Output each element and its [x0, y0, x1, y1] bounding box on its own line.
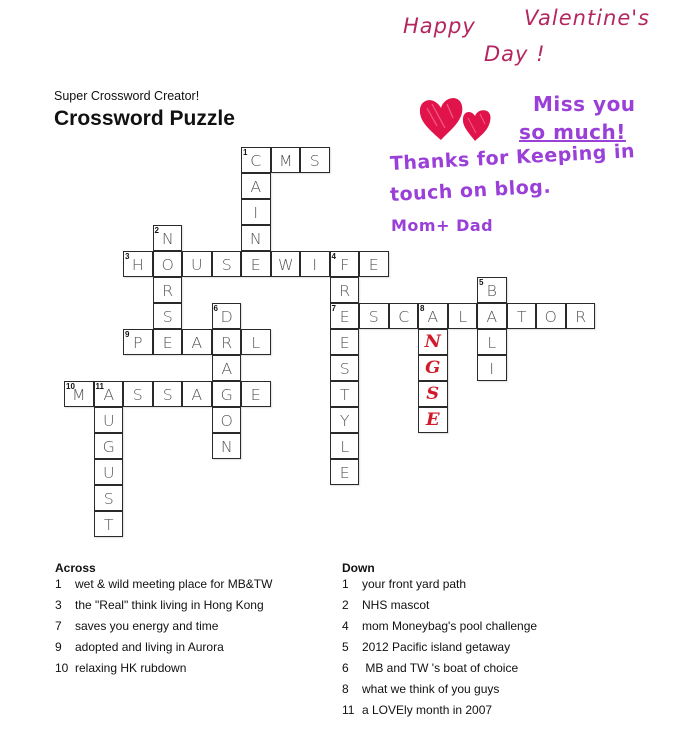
clue-item-text: 2012 Pacific island getaway: [362, 640, 511, 654]
clue-number: 1: [243, 148, 248, 157]
grid-cell[interactable]: [182, 329, 212, 355]
cell-letter: N: [249, 230, 262, 248]
cell-letter: G: [102, 438, 115, 456]
cell-letter-correction: E: [425, 410, 440, 430]
clue-item-text: your front yard path: [362, 577, 467, 591]
grid-cell[interactable]: [153, 225, 183, 251]
grid-cell[interactable]: [212, 407, 242, 433]
grid-cell[interactable]: [477, 277, 507, 303]
clue-item-text: the "Real" think living in Hong Kong: [75, 598, 264, 612]
clue-item: [342, 598, 429, 612]
grid-cell[interactable]: [330, 381, 360, 407]
grid-cell[interactable]: [448, 303, 478, 329]
cell-letter: T: [103, 516, 114, 534]
grid-cell[interactable]: [359, 303, 389, 329]
clue-number: 8: [420, 304, 425, 313]
clue-item-number: 7: [55, 619, 62, 633]
cell-letter: P: [132, 334, 143, 352]
cell-letter: E: [339, 464, 350, 482]
clue-item: [342, 661, 518, 675]
grid-cell[interactable]: [212, 433, 242, 459]
note-greeting-valentines: Valentine's: [524, 6, 650, 30]
grid-cell[interactable]: [330, 433, 360, 459]
cell-letter: A: [102, 386, 114, 404]
cell-letter: O: [220, 412, 233, 430]
grid-cell[interactable]: [418, 381, 448, 407]
grid-cell[interactable]: [153, 277, 183, 303]
cell-letter: E: [250, 386, 261, 404]
cell-letter: R: [161, 282, 173, 300]
grid-cell[interactable]: [330, 329, 360, 355]
cell-letter: E: [339, 334, 350, 352]
cell-letter: I: [312, 256, 318, 274]
clue-item-text: what we think of you guys: [362, 682, 500, 696]
grid-cell[interactable]: [241, 173, 271, 199]
grid-cell[interactable]: [241, 225, 271, 251]
clue-item-text: a LOVEly month in 2007: [362, 703, 493, 717]
cell-letter: M: [71, 386, 86, 404]
note-thanks: Thanks for Keeping in: [389, 140, 636, 175]
grid-cell[interactable]: [123, 329, 153, 355]
cell-letter: S: [221, 256, 232, 274]
grid-cell[interactable]: [94, 407, 124, 433]
grid-cell[interactable]: [477, 303, 507, 329]
clue-number: 11: [95, 382, 104, 391]
grid-cell[interactable]: [241, 251, 271, 277]
page-title: Crossword Puzzle: [54, 107, 235, 130]
note-greeting-happy: Happy: [403, 14, 476, 38]
cell-letter: S: [132, 386, 143, 404]
cell-letter: A: [191, 386, 203, 404]
grid-cell[interactable]: [153, 329, 183, 355]
grid-cell[interactable]: [94, 381, 124, 407]
cell-letter-correction: N: [424, 332, 441, 352]
cell-letter: H: [131, 256, 144, 274]
cell-letter: A: [427, 308, 439, 326]
grid-cell[interactable]: [418, 355, 448, 381]
cell-letter: C: [397, 308, 409, 326]
cell-letter: S: [162, 308, 173, 326]
cell-letter: E: [368, 256, 379, 274]
grid-cell[interactable]: [241, 381, 271, 407]
grid-cell[interactable]: [123, 251, 153, 277]
clue-item-number: 2: [342, 598, 349, 612]
cell-letter: W: [277, 256, 294, 274]
clue-item-text: relaxing HK rubdown: [75, 661, 187, 675]
grid-cell[interactable]: [271, 147, 301, 173]
cell-letter: R: [574, 308, 586, 326]
grid-cell[interactable]: [330, 459, 360, 485]
cell-letter: E: [162, 334, 173, 352]
cell-letter: L: [487, 334, 497, 352]
grid-cell[interactable]: [359, 251, 389, 277]
clue-item: [55, 640, 224, 654]
grid-cell[interactable]: [94, 485, 124, 511]
grid-cell[interactable]: [212, 329, 242, 355]
clue-item: [55, 661, 186, 675]
grid-cell[interactable]: [212, 355, 242, 381]
clue-number: 7: [331, 304, 336, 313]
clue-item-number: 8: [342, 682, 349, 696]
clue-number: 3: [125, 252, 130, 261]
clue-number: 6: [213, 304, 218, 313]
grid-cell[interactable]: [212, 251, 242, 277]
grid-cell[interactable]: [94, 433, 124, 459]
cell-letter: N: [161, 230, 174, 248]
cell-letter: A: [220, 360, 232, 378]
note-miss-you: Miss you: [533, 92, 636, 116]
grid-cell[interactable]: [64, 381, 94, 407]
cell-letter: L: [339, 438, 349, 456]
cell-letter: U: [102, 464, 115, 482]
grid-cell[interactable]: [330, 407, 360, 433]
grid-cell[interactable]: [94, 511, 124, 537]
clue-item-number: 6: [342, 661, 349, 675]
grid-cell[interactable]: [507, 303, 537, 329]
cell-letter: I: [253, 204, 259, 222]
note-so-much: so much!: [519, 120, 626, 144]
note-signature: Mom+ Dad: [391, 216, 494, 235]
cell-letter: T: [339, 386, 350, 404]
cell-letter: A: [191, 334, 203, 352]
grid-cell[interactable]: [477, 355, 507, 381]
cell-letter: R: [220, 334, 232, 352]
note-greeting-day: Day !: [484, 42, 546, 66]
cell-letter: A: [250, 178, 262, 196]
cell-letter: L: [251, 334, 261, 352]
clue-item-text: saves you energy and time: [75, 619, 219, 633]
grid-cell[interactable]: [241, 147, 271, 173]
cell-letter: U: [190, 256, 203, 274]
cell-letter: A: [486, 308, 498, 326]
grid-cell[interactable]: [241, 329, 271, 355]
clue-item-text: mom Moneybag's pool challenge: [362, 619, 538, 633]
grid-cell[interactable]: [182, 251, 212, 277]
cell-letter: L: [457, 308, 467, 326]
clue-number: 2: [154, 226, 159, 235]
grid-cell[interactable]: [418, 407, 448, 433]
clue-number: 9: [125, 330, 130, 339]
page-subtitle: Super Crossword Creator!: [54, 89, 200, 103]
clue-item: [342, 703, 492, 717]
clue-item-text: wet & wild meeting place for MB&TW: [75, 577, 273, 591]
cell-letter: M: [278, 152, 293, 170]
cell-letter: F: [339, 256, 349, 274]
grid-cell[interactable]: [330, 251, 360, 277]
cell-letter: B: [486, 282, 497, 300]
clue-item: [342, 682, 499, 696]
clue-item: [342, 577, 466, 591]
grid-cell[interactable]: [566, 303, 596, 329]
cell-letter: S: [368, 308, 379, 326]
clue-item: [55, 619, 218, 633]
grid-cell[interactable]: [418, 303, 448, 329]
grid-cell[interactable]: [212, 303, 242, 329]
note-touch-blog: touch on blog.: [389, 175, 552, 206]
grid-cell[interactable]: [330, 355, 360, 381]
cell-letter-correction: G: [425, 358, 441, 378]
cell-letter: D: [220, 308, 233, 326]
clue-item: [342, 619, 537, 633]
grid-cell[interactable]: [153, 251, 183, 277]
cell-letter: C: [250, 152, 262, 170]
clue-item-text: MB and TW 's boat of choice: [362, 661, 519, 675]
cell-letter: R: [338, 282, 350, 300]
grid-cell[interactable]: [123, 381, 153, 407]
cell-letter: I: [489, 360, 495, 378]
grid-cell[interactable]: [212, 381, 242, 407]
cell-letter: E: [250, 256, 261, 274]
cell-letter: S: [309, 152, 320, 170]
cell-letter: S: [103, 490, 114, 508]
clue-item-number: 1: [342, 577, 349, 591]
clue-item-number: 9: [55, 640, 62, 654]
cell-letter: S: [339, 360, 350, 378]
cell-letter: G: [220, 386, 233, 404]
grid-cell[interactable]: [389, 303, 419, 329]
clue-number: 10: [66, 382, 75, 391]
clue-number: 5: [479, 278, 484, 287]
clue-item: [55, 598, 264, 612]
grid-cell[interactable]: [241, 199, 271, 225]
grid-cell[interactable]: [536, 303, 566, 329]
clue-item-number: 11: [342, 703, 355, 717]
cell-letter: N: [220, 438, 233, 456]
cell-letter: U: [102, 412, 115, 430]
clue-item-number: 1: [55, 577, 62, 591]
down-heading: Down: [342, 561, 375, 575]
cell-letter: E: [339, 308, 350, 326]
clue-item: [342, 640, 510, 654]
clue-item-number: 10: [55, 661, 69, 675]
grid-cell[interactable]: [94, 459, 124, 485]
across-heading: Across: [55, 561, 96, 575]
cell-letter: O: [544, 308, 557, 326]
grid-cell[interactable]: [271, 251, 301, 277]
clue-item-text: NHS mascot: [362, 598, 430, 612]
clue-item-text: adopted and living in Aurora: [75, 640, 224, 654]
cell-letter: S: [162, 386, 173, 404]
grid-cell[interactable]: [153, 381, 183, 407]
grid-cell[interactable]: [330, 277, 360, 303]
grid-cell[interactable]: [300, 147, 330, 173]
grid-cell[interactable]: [153, 303, 183, 329]
grid-cell[interactable]: [300, 251, 330, 277]
grid-cell[interactable]: [330, 303, 360, 329]
clue-item: [55, 577, 272, 591]
grid-cell[interactable]: [418, 329, 448, 355]
cell-letter: T: [516, 308, 527, 326]
cell-letter-correction: S: [426, 384, 440, 404]
grid-cell[interactable]: [477, 329, 507, 355]
clue-item-number: 4: [342, 619, 349, 633]
grid-cell[interactable]: [182, 381, 212, 407]
clue-number: 4: [331, 252, 336, 261]
cell-letter: Y: [339, 412, 350, 430]
clue-item-number: 5: [342, 640, 349, 654]
clue-item-number: 3: [55, 598, 62, 612]
cell-letter: O: [161, 256, 174, 274]
